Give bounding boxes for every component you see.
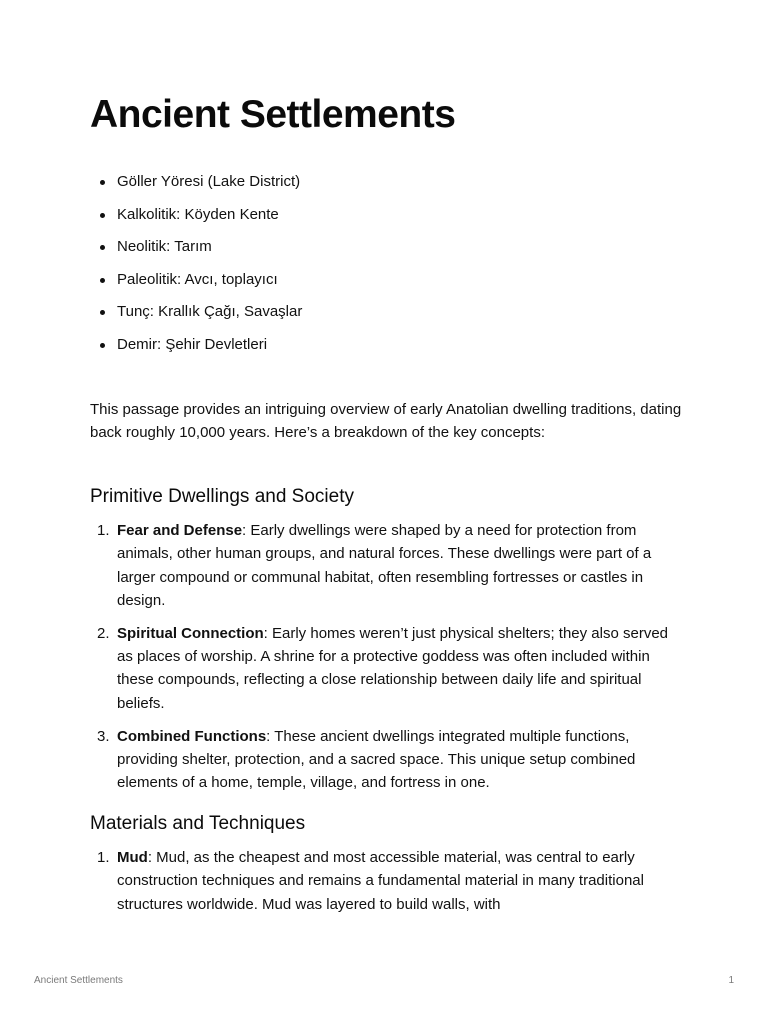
item-term: Mud [117, 849, 148, 866]
numbered-item [90, 725, 686, 795]
item-text: : Early homes weren’t just physical shelters; they also served as places of worship. A shrine for a protective goddess was often included within these compounds, reflecting a close relationship between daily life and spiritual beliefs. [117, 624, 669, 712]
item-number: 1. [97, 522, 110, 539]
bullet-dot-icon [100, 343, 105, 348]
item-text: : These ancient dwellings integrated multiple functions, providing shelter, protection, and a sacred space. This unique setup combined elements of a home, temple, village, and fortress in one. [117, 727, 636, 792]
numbered-item [90, 519, 686, 612]
bullet-item [117, 298, 302, 331]
bullet-text: Demir: Şehir Devletleri [117, 335, 268, 353]
bullet-text: Paleolitik: Avcı, toplayıcı [117, 270, 278, 288]
bullet-dot-icon [100, 278, 105, 283]
intro-paragraph: This passage provides an intriguing overview of early Anatolian dwelling traditions, dating back roughly 10,000 years. Here’s a breakdown of the key concepts: [90, 401, 682, 442]
item-number: 2. [97, 624, 110, 642]
primitive-dwellings-list [90, 519, 686, 804]
bullet-text: Kalkolitik: Köyden Kente [117, 205, 279, 223]
item-number: 3. [97, 727, 110, 745]
document-title: Ancient Settlements [90, 93, 456, 136]
numbered-item [90, 622, 686, 715]
bullet-item [117, 168, 302, 201]
bullet-item [117, 266, 302, 299]
item-term: Spiritual Connection [117, 624, 264, 642]
section-heading-primitive-dwellings: Primitive Dwellings and Society [90, 486, 354, 507]
bullet-text: Neolitik: Tarım [117, 238, 212, 256]
bullet-dot-icon [100, 245, 105, 250]
bullet-text: Göller Yöresi (Lake District) [117, 173, 301, 190]
footer-page-number: 1 [728, 975, 734, 986]
bullet-dot-icon [100, 213, 105, 218]
item-number: 1. [97, 849, 110, 866]
period-bullet-list [90, 168, 302, 364]
item-text: : Early dwellings were shaped by a need for protection from animals, other human groups, and natural forces. These dwellings were part of a larger compound or communal habitat, often resembling fortresses or castles in design. [117, 522, 652, 609]
bullet-text: Tunç: Krallık Çağı, Savaşlar [117, 303, 303, 321]
section-heading-materials-techniques: Materials and Techniques [90, 813, 306, 834]
item-text: : Mud, as the cheapest and most accessible material, was central to early construction techniques and remains a fundamental material in many traditional structures worldwide. Mud was layered to build walls, with [117, 849, 644, 913]
item-term: Combined Functions [117, 727, 267, 745]
bullet-item [117, 331, 302, 364]
bullet-dot-icon [100, 310, 105, 315]
bullet-item [117, 233, 302, 266]
bullet-item [117, 201, 302, 234]
footer-document-title: Ancient Settlements [34, 975, 123, 986]
item-term: Fear and Defense [117, 522, 243, 539]
numbered-item [90, 846, 686, 916]
bullet-dot-icon [100, 180, 105, 185]
materials-techniques-list [90, 846, 686, 925]
